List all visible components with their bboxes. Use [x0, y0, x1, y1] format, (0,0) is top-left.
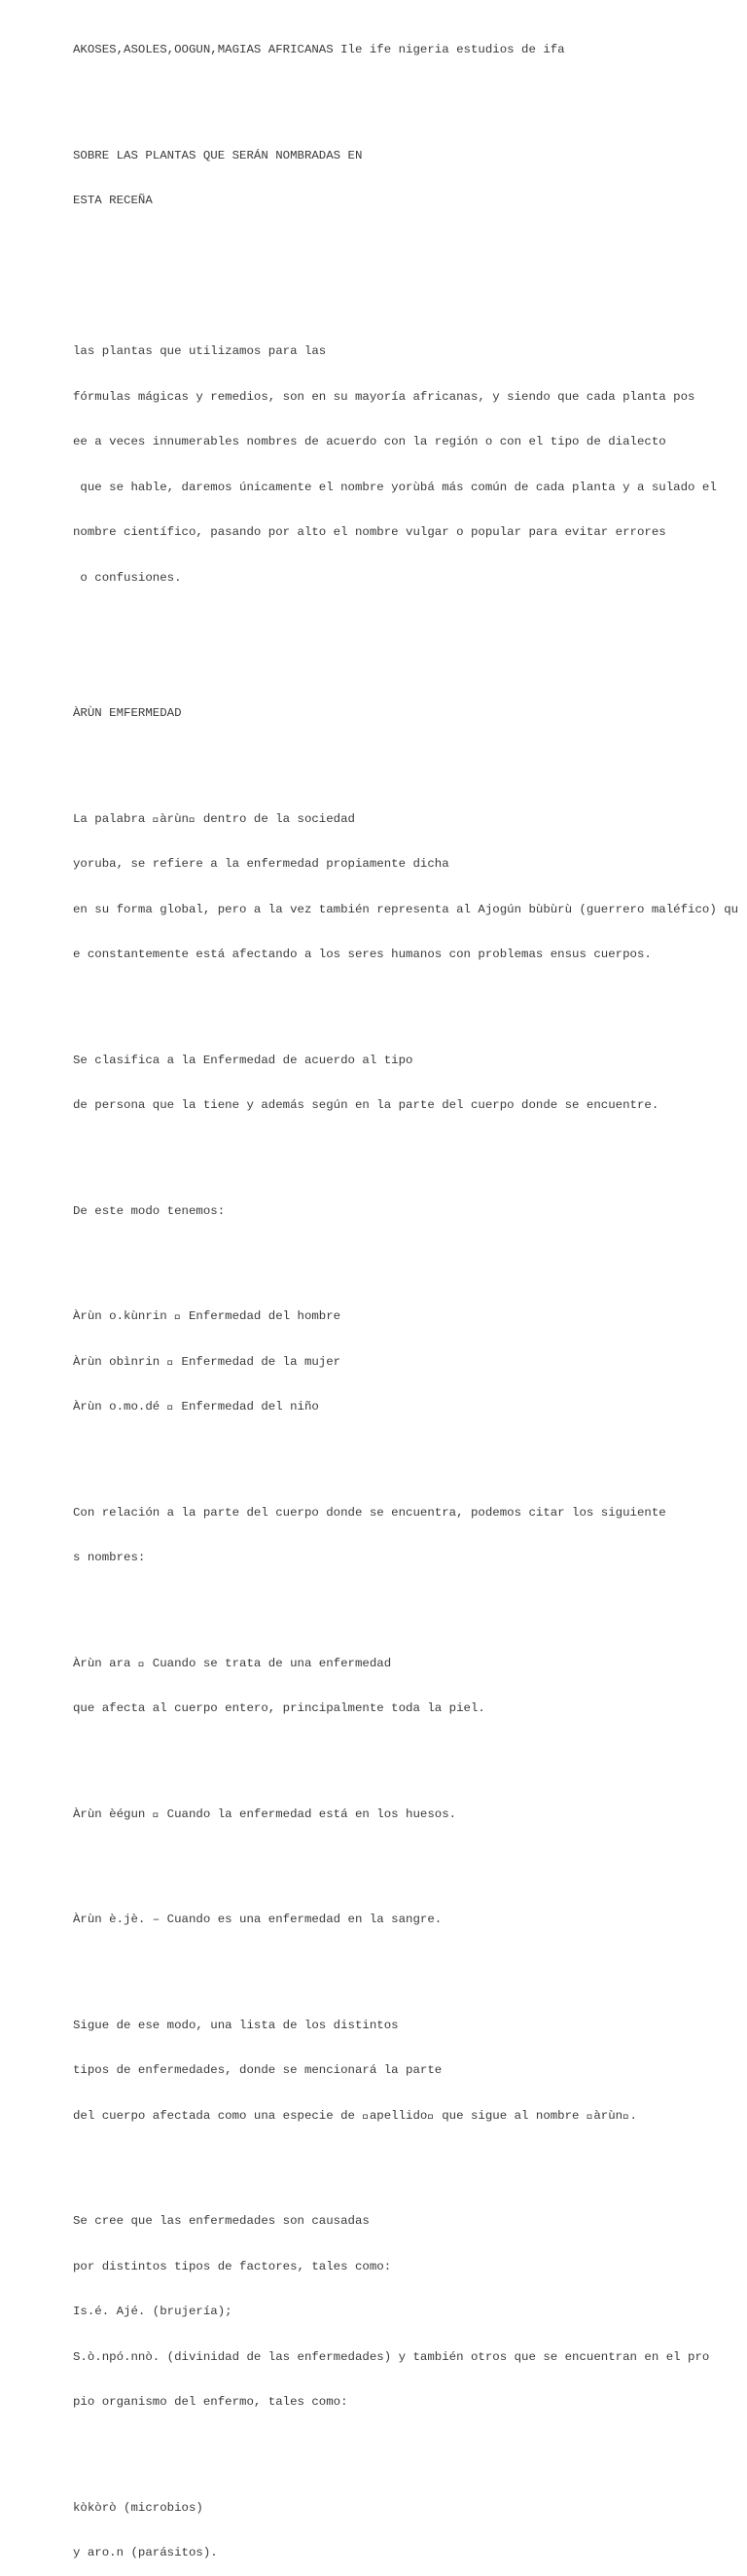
paragraph-line: S.ò.npó.nnò. (divinidad de las enfermedades) y también otros que se encuentran en el pro: [73, 2349, 710, 2364]
spacer: [73, 1596, 744, 1612]
list-item: Àrùn o.kùnrin Enfermedad del hombre: [73, 1309, 341, 1323]
intro-line: las plantas que utilizamos para las: [73, 344, 327, 358]
paragraph-line: Àrùn è.jè. – Cuando es una enfermedad en la sangre.: [73, 1913, 443, 1926]
spacer: [73, 1144, 744, 1160]
spacer: [73, 752, 744, 768]
spacer: [73, 2154, 744, 2169]
paragraph-line: kòkòrò (microbios): [73, 2500, 203, 2515]
spacer: [73, 2441, 744, 2456]
section-title-line: ESTA RECEÑA: [73, 194, 153, 207]
spacer: [73, 993, 744, 1009]
paragraph-line: del cuerpo afectada como una especie de apellido que sigue al nombre àrùn .: [73, 2108, 637, 2123]
spacer: [73, 1958, 744, 1974]
paragraph-line: s nombres:: [73, 1551, 146, 1564]
paragraph-line: yoruba, se refiere a la enfermedad propiamente dicha: [73, 857, 449, 871]
paragraph-line: Se clasifica a la Enfermedad de acuerdo al tipo: [73, 1053, 413, 1067]
paragraph-line: Sigue de ese modo, una lista de los distintos: [73, 2018, 399, 2032]
paragraph-line: pio organismo del enfermo, tales como:: [73, 2395, 348, 2409]
section-title-line: SOBRE LAS PLANTAS QUE SERÁN NOMBRADAS EN: [73, 148, 363, 162]
paragraph-line: y aro.n (parásitos).: [73, 2546, 218, 2559]
paragraph-line: Àrùn ara Cuando se trata de una enfermedad: [73, 1656, 392, 1670]
spacer: [73, 284, 744, 300]
paragraph-line: en su forma global, pero a la vez también representa al Ajogún bùbùrù (guerrero maléfico) qu: [73, 902, 739, 916]
paragraph-line: de persona que la tiene y además según en la parte del cuerpo donde se encuentre.: [73, 1098, 659, 1112]
spacer: [73, 1249, 744, 1265]
paragraph-line: por distintos tipos de factores, tales como:: [73, 2259, 392, 2273]
spacer: [73, 89, 744, 104]
paragraph-line: e constantemente está afectando a los seres humanos con problemas ensus cuerpos.: [73, 948, 652, 961]
paragraph-line: tipos de enfermedades, donde se mencionará la parte: [73, 2063, 443, 2077]
intro-line: o confusiones.: [73, 570, 182, 585]
intro-line: nombre científico, pasando por alto el nombre vulgar o popular para evitar errores: [73, 525, 666, 539]
spacer: [73, 1446, 744, 1461]
list-item: Àrùn obìnrin Enfermedad de la mujer: [73, 1354, 341, 1369]
paragraph-line: Àrùn èégun Cuando la enfermedad está en los huesos.: [73, 1807, 457, 1821]
document-header: AKOSES,ASOLES,OOGUN,MAGIAS AFRICANAS Ile ife nigeria estudios de ifa: [73, 43, 565, 56]
spacer: [73, 239, 744, 255]
intro-line: que se hable, daremos únicamente el nombre yorùbá más común de cada planta y a sulado el: [73, 480, 717, 494]
paragraph-line: La palabra àrùn dentro de la sociedad: [73, 811, 355, 826]
spacer: [73, 1852, 744, 1868]
spacer: [73, 616, 744, 662]
spacer: [73, 1747, 744, 1763]
section-title: ÀRÙN EMFERMEDAD: [73, 706, 182, 720]
intro-line: fórmulas mágicas y remedios, son en su mayoría africanas, y siendo que cada planta pos: [73, 389, 695, 404]
paragraph-line: Is.é. Ajé. (brujería);: [73, 2305, 232, 2318]
paragraph-line: Con relación a la parte del cuerpo donde se encuentra, podemos citar los siguiente: [73, 1505, 666, 1520]
list-item: Àrùn o.mo.dé Enfermedad del niño: [73, 1400, 319, 1413]
paragraph-line: Se cree que las enfermedades son causadas: [73, 2214, 370, 2228]
intro-line: ee a veces innumerables nombres de acuerdo con la región o con el tipo de dialecto: [73, 435, 666, 448]
paragraph-line: que afecta al cuerpo entero, principalmente toda la piel.: [73, 1701, 485, 1715]
paragraph-line: De este modo tenemos:: [73, 1203, 226, 1218]
document-page: [73, 13, 744, 2576]
